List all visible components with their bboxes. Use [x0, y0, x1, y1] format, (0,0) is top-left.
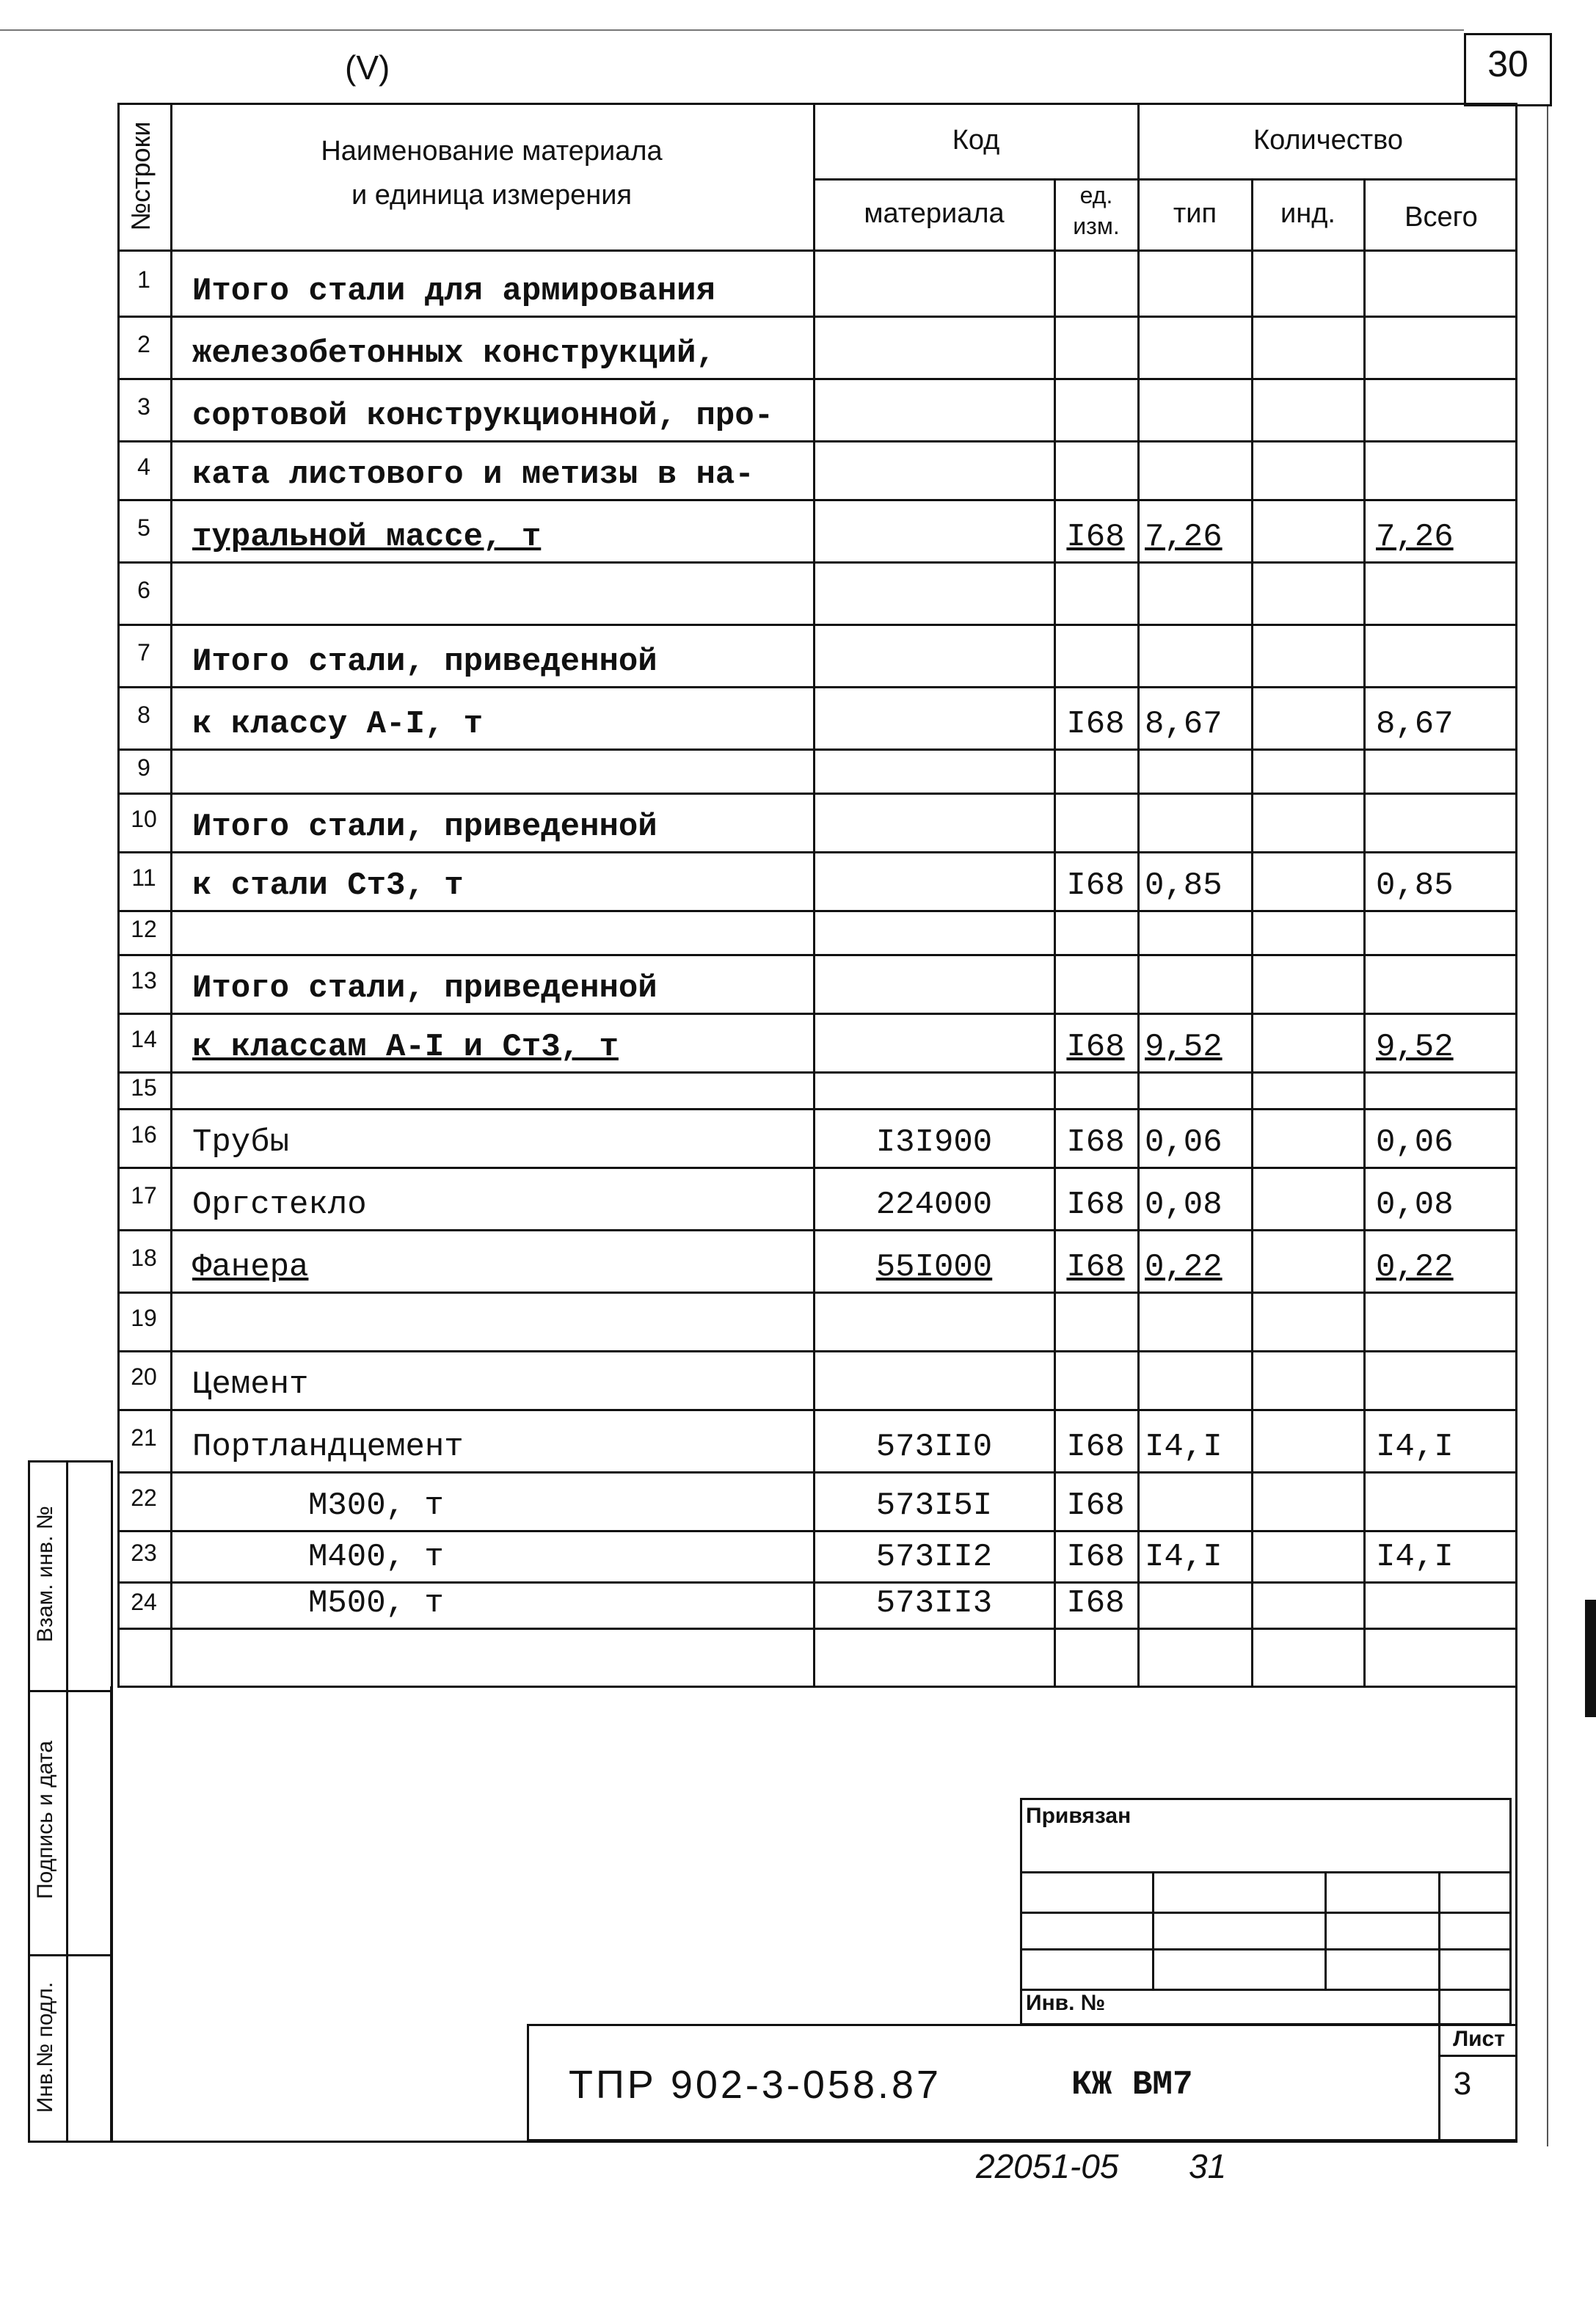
- stamp-vline-2: [1324, 1871, 1327, 1989]
- row-name: сортовой конструкционной, про-: [192, 398, 774, 434]
- row-name: к классам А-I и Ст3, т: [192, 1029, 619, 1066]
- row-number: 15: [131, 1074, 157, 1101]
- row-unit: I68: [1066, 1585, 1125, 1622]
- page-number: 30: [1487, 43, 1528, 84]
- row-name: Портландцемент: [192, 1429, 464, 1465]
- table-row: [0, 316, 1596, 378]
- mark-v: (V): [345, 48, 390, 87]
- row-typ: 7,26: [1145, 519, 1222, 556]
- row-name: к классу А-I, т: [192, 706, 484, 743]
- table-row: [0, 378, 1596, 440]
- row-number: 19: [131, 1305, 157, 1331]
- row-name: М400, т: [308, 1539, 444, 1576]
- row-total: 8,67: [1376, 706, 1454, 743]
- row-number: 16: [131, 1121, 157, 1148]
- row-name: М300, т: [308, 1487, 444, 1524]
- header-unit-line2: изм.: [1073, 213, 1120, 239]
- table-row: [0, 686, 1596, 748]
- header-qty: Количество: [1253, 125, 1404, 156]
- row-name: Итого стали, приведенной: [192, 809, 657, 845]
- row-code: I3I900: [875, 1124, 993, 1161]
- table-row: [0, 561, 1596, 624]
- table-row: [0, 1530, 1596, 1581]
- row-number: 12: [131, 916, 157, 942]
- row-unit: I68: [1066, 1539, 1125, 1576]
- side-label-vzam: Взам. инв. №: [33, 1506, 57, 1642]
- row-name: железобетонных конструкций,: [192, 335, 715, 372]
- header-name-line2: и единица измерения: [351, 180, 633, 211]
- row-typ: 9,52: [1145, 1029, 1222, 1066]
- table-row: [0, 624, 1596, 686]
- top-rule: [0, 29, 1464, 31]
- row-total: 0,08: [1376, 1187, 1454, 1223]
- row-number: 21: [131, 1424, 157, 1451]
- edge-mark: [1585, 1600, 1596, 1717]
- row-number: 7: [137, 638, 150, 666]
- row-name: к стали Ст3, т: [192, 867, 464, 904]
- row-name: Трубы: [192, 1124, 290, 1161]
- header-rownum: №строки: [125, 121, 156, 231]
- row-typ: I4,I: [1145, 1429, 1222, 1465]
- table-row: [0, 748, 1596, 793]
- row-number: 22: [131, 1485, 157, 1511]
- header-typ: тип: [1173, 198, 1217, 229]
- row-number: 20: [131, 1363, 157, 1390]
- archive-number: 22051-05: [976, 2147, 1119, 2185]
- row-number: 6: [137, 576, 150, 603]
- stamp-inv-label: Инв. №: [1026, 1991, 1106, 2015]
- table-row: [0, 910, 1596, 954]
- side-label-podpis: Подпись и дата: [33, 1741, 57, 1899]
- row-total: I4,I: [1376, 1429, 1454, 1465]
- row-code: 573II2: [875, 1539, 993, 1576]
- row-number: 4: [137, 454, 150, 480]
- row-total: 0,06: [1376, 1124, 1454, 1161]
- row-unit: I68: [1066, 519, 1125, 556]
- table-row: [0, 851, 1596, 910]
- row-number: 23: [131, 1540, 157, 1566]
- row-number: 13: [131, 967, 157, 994]
- sheet-label: Лист: [1453, 2027, 1505, 2051]
- row-typ: 0,85: [1145, 867, 1222, 904]
- row-number: 3: [137, 393, 150, 420]
- row-typ: 0,22: [1145, 1249, 1222, 1286]
- row-code: 573II0: [875, 1429, 993, 1465]
- row-name: Итого стали для армирования: [192, 273, 715, 310]
- row-typ: 0,06: [1145, 1124, 1222, 1161]
- row-total: 7,26: [1376, 519, 1454, 556]
- side-line-1: [28, 1690, 113, 1692]
- table-row: [0, 1108, 1596, 1167]
- table-row: [0, 1350, 1596, 1409]
- row-name: М500, т: [308, 1585, 444, 1622]
- stamp-privyazan-label: Привязан: [1026, 1804, 1132, 1828]
- row-number: 9: [137, 754, 150, 781]
- row-unit: I68: [1066, 1429, 1125, 1465]
- row-name: Итого стали, приведенной: [192, 970, 657, 1007]
- row-total: I4,I: [1376, 1539, 1454, 1576]
- row-name: Цемент: [192, 1366, 309, 1403]
- stamp-vline-1: [1152, 1871, 1154, 1989]
- table-row: [0, 1292, 1596, 1350]
- table-row: [0, 1013, 1596, 1071]
- row-total: 9,52: [1376, 1029, 1454, 1066]
- row-name: Оргстекло: [192, 1187, 367, 1223]
- table-row: [0, 1409, 1596, 1471]
- table-row: [0, 954, 1596, 1013]
- doc-mark: КЖ ВМ7: [1071, 2066, 1193, 2104]
- table-row: [0, 1229, 1596, 1292]
- row-number: 10: [131, 806, 157, 832]
- row-number: 1: [137, 266, 150, 293]
- row-unit: I68: [1066, 1029, 1125, 1066]
- row-unit: I68: [1066, 706, 1125, 743]
- row-number: 17: [131, 1181, 157, 1209]
- doc-code: ТПР 902-3-058.87: [569, 2063, 942, 2107]
- table-row: [0, 1167, 1596, 1229]
- row-number: 8: [137, 701, 150, 728]
- row-name: Итого стали, приведенной: [192, 644, 657, 680]
- row-unit: I68: [1066, 1187, 1125, 1223]
- table-row: [0, 440, 1596, 499]
- row-line: [117, 1628, 1517, 1630]
- row-number: 11: [131, 864, 156, 891]
- row-code: 573I5I: [875, 1487, 993, 1524]
- header-ind: инд.: [1280, 198, 1336, 229]
- side-label-inv-podl: Инв.№ подл.: [33, 1981, 57, 2113]
- row-total: 0,22: [1376, 1249, 1454, 1286]
- row-unit: I68: [1066, 1249, 1125, 1286]
- table-row: [0, 1581, 1596, 1628]
- row-code: 55I000: [875, 1249, 993, 1286]
- row-number: 24: [131, 1588, 157, 1615]
- row-typ: 0,08: [1145, 1187, 1222, 1223]
- table-row: [0, 1071, 1596, 1108]
- row-name: Фанера: [192, 1249, 309, 1286]
- header-unit-line1: ед.: [1079, 182, 1113, 208]
- row-code: 573II3: [875, 1585, 993, 1622]
- row-unit: I68: [1066, 1487, 1125, 1524]
- title-sheet-line: [1438, 2055, 1517, 2057]
- side-strip-divider: [66, 1460, 68, 2143]
- sheet-number: 3: [1453, 2066, 1472, 2102]
- row-typ: I4,I: [1145, 1539, 1222, 1576]
- header-name-line1: Наименование материала: [321, 136, 663, 167]
- row-number: 2: [137, 330, 150, 357]
- row-unit: I68: [1066, 1124, 1125, 1161]
- table-row: [0, 499, 1596, 561]
- row-number: 14: [131, 1026, 157, 1052]
- row-typ: 8,67: [1145, 706, 1222, 743]
- stamp-vline-3: [1438, 1871, 1440, 2025]
- header-split-line: [815, 178, 1517, 181]
- row-unit: I68: [1066, 867, 1125, 904]
- row-code: 224000: [875, 1187, 993, 1223]
- header-code-material: материала: [864, 198, 1005, 229]
- row-number: 5: [137, 514, 150, 541]
- table-row: [0, 1471, 1596, 1530]
- table-row: [0, 249, 1596, 316]
- row-number: 18: [131, 1244, 157, 1271]
- archive-page: 31: [1189, 2147, 1227, 2185]
- row-total: 0,85: [1376, 867, 1454, 904]
- table-row: [0, 793, 1596, 851]
- header-total: Всего: [1404, 202, 1478, 233]
- row-name: ката листового и метизы в на-: [192, 456, 754, 493]
- header-code: Код: [952, 125, 1000, 156]
- row-name: туральной массе, т: [192, 519, 542, 556]
